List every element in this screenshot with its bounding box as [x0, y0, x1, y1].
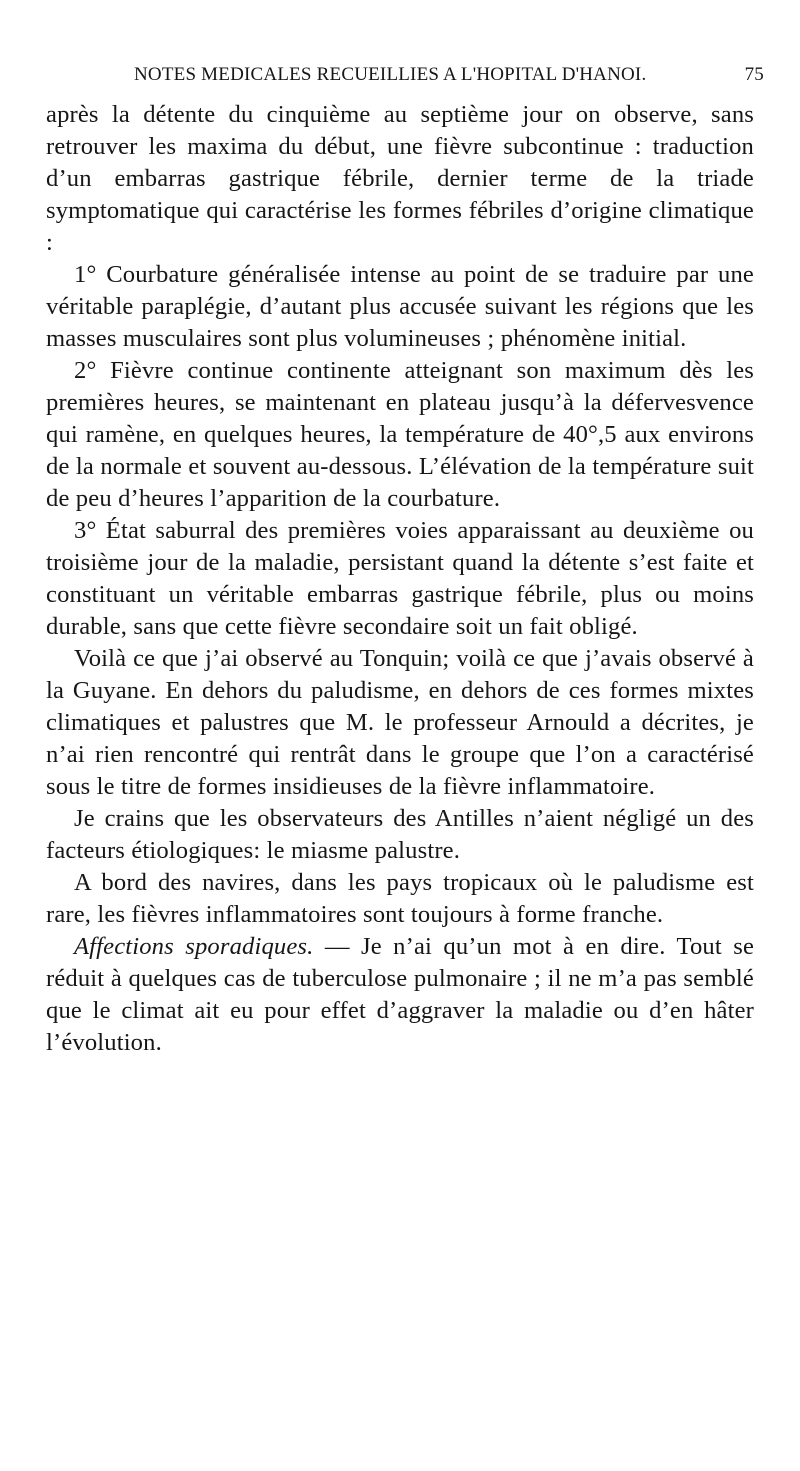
page-number: 75: [744, 64, 764, 85]
paragraph: [46, 867, 754, 931]
section-paragraph: [46, 931, 754, 1059]
running-title: NOTES MEDICALES RECUEILLIES A L'HOPITAL D'HANOI.: [134, 64, 647, 85]
list-item: [46, 259, 754, 355]
list-number: 3°: [74, 517, 97, 544]
paragraph-text: après la détente du cinquième au septième jour on observe, sans retrouver les maxima du début, une fièvre subcontinue : traduction d’un embarras gastrique fébrile, dernier terme de la triade symptomatique qui caractérise les formes fébriles d’origine climatique :: [46, 101, 754, 256]
list-item-text: État saburral des premières voies apparaissant au deuxième ou troisième jour de la maladie, persistant quand la détente s’est faite et constituant un véritable embarras gastrique fébrile, plus ou moins durable, sans que cette fièvre secondaire soit un fait obligé.: [46, 517, 754, 640]
list-item-text: Fièvre continue continente atteignant son maximum dès les premières heures, se maintenant en plateau jusqu’à la défervesvence qui ramène, en quelques heures, la température de 40°,5 aux environs de la normale et souvent au-dessous. L’élévation de la température suit de peu d’heures l’apparition de la courbature.: [46, 357, 754, 512]
list-item-text: Courbature généralisée intense au point de se traduire par une véritable paraplégie, d’autant plus accusée suivant les régions que les masses musculaires sont plus volumineuses ; phénomène initial.: [46, 261, 754, 352]
list-number: 2°: [74, 357, 97, 384]
list-number: 1°: [74, 261, 97, 288]
paragraph: [46, 99, 754, 259]
paragraph: [46, 643, 754, 803]
paragraph-text: Voilà ce que j’ai observé au Tonquin; voilà ce que j’avais observé à la Guyane. En dehors du paludisme, en dehors de ces formes mixtes climatiques et palustres que M. le professeur Arnould a décrites, je n’ai rien rencontré qui rentrât dans le groupe que l’on a caractérisé sous le titre de formes insidieuses de la fièvre inflammatoire.: [46, 645, 754, 800]
paragraph-text: — Je n’ai qu’un mot à en dire. Tout se réduit à quelques cas de tuberculose pulmonaire ; il ne m’a pas semblé que le climat ait eu pour effet d’aggraver la maladie ou d’en hâter l’évolution.: [46, 933, 755, 1056]
list-item: [46, 515, 754, 643]
list-item: [46, 355, 754, 515]
paragraph: [46, 803, 754, 867]
paragraph-text: A bord des navires, dans les pays tropicaux où le paludisme est rare, les fièvres inflammatoires sont toujours à forme franche.: [46, 869, 754, 928]
body-text: [46, 99, 754, 1059]
paragraph-text: Je crains que les observateurs des Antilles n’aient négligé un des facteurs étiologiques: le miasme palustre.: [46, 805, 754, 864]
section-heading: Affections sporadiques.: [74, 933, 314, 960]
